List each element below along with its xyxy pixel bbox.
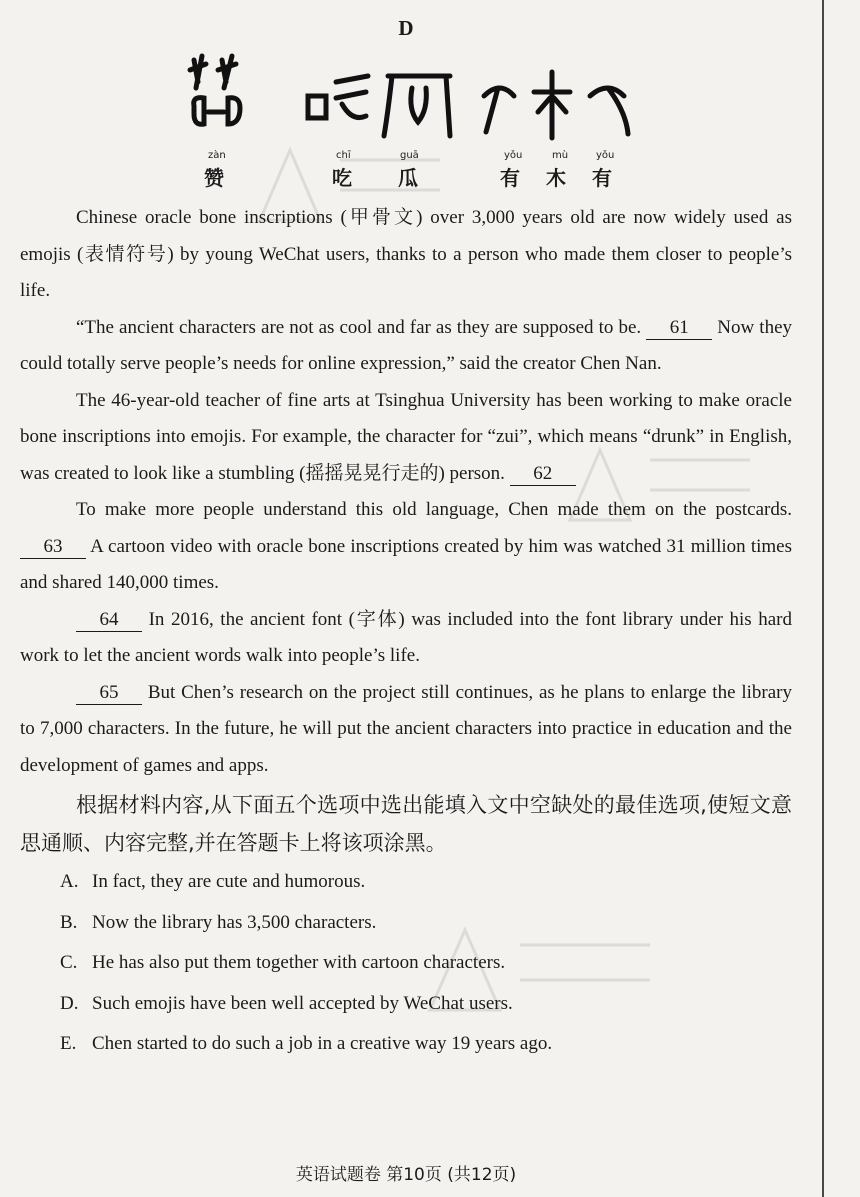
modern-char-zan: 赞	[204, 166, 224, 190]
pinyin-zan: zàn	[208, 150, 226, 161]
option-letter: A.	[60, 871, 79, 892]
paragraph-4-text: To make more people understand this old language, Chen made them on the postcards.	[76, 499, 792, 520]
paragraph-1: Chinese oracle bone inscriptions (甲骨文) over 3,000 years old are now widely used as emojis (表情符号) by young WeChat users, thanks to a person who made them closer to people’s life.	[20, 207, 792, 301]
option-a[interactable]	[60, 862, 792, 903]
oracle-glyph-chigua-icon	[300, 52, 460, 144]
paragraph-6	[20, 675, 792, 785]
modern-char-chi: 吃	[332, 166, 352, 190]
section-letter: D	[398, 16, 414, 40]
blank-62[interactable]: 62	[510, 463, 576, 486]
options-list	[20, 862, 792, 1065]
oracle-glyph-youmuyou-icon	[478, 52, 638, 144]
option-text: Now the library has 3,500 characters.	[92, 911, 377, 933]
pinyin-you-1: yǒu	[504, 150, 523, 161]
paragraph-2-rest: Now they could totally serve people’s needs for online expression,” said the creator Chen Nan.	[20, 316, 792, 374]
modern-char-gua: 瓜	[398, 166, 418, 190]
option-letter: D.	[60, 992, 79, 1014]
blank-61[interactable]: 61	[646, 317, 712, 340]
option-text: Such emojis have been well accepted by WeChat users.	[92, 992, 513, 1014]
option-c[interactable]	[60, 943, 792, 984]
modern-char-you-2: 有	[592, 166, 612, 190]
pinyin-gua: guā	[400, 150, 419, 161]
paragraph-4-rest: A cartoon video with oracle bone inscriptions created by him was watched 31 million times and shared 140,000 times.	[20, 535, 792, 593]
option-text: In fact, they are cute and humorous.	[92, 871, 366, 892]
glyph-group-zan	[186, 52, 246, 190]
blank-65[interactable]: 65	[76, 682, 142, 705]
option-text: Chen started to do such a job in a creative way 19 years ago.	[92, 1033, 553, 1054]
modern-char-mu: 木	[546, 166, 566, 190]
pinyin-you-2: yǒu	[596, 150, 615, 161]
pinyin-mu: mù	[552, 150, 569, 161]
page-footer: 英语试题卷 第10页 (共12页)	[295, 1165, 517, 1185]
option-d[interactable]	[60, 984, 792, 1025]
page-edge-line	[822, 0, 824, 1197]
paragraph-5-text: In 2016, the ancient font (字体) was included into the font library under his hard work to let the ancient words walk into people’s life.	[20, 608, 793, 666]
blank-63[interactable]: 63	[20, 536, 86, 559]
paragraph-6-text: But Chen’s research on the project still continues, as he plans to enlarge the library to 7,000 characters. In the future, he will put the ancient characters into practice in education and the development of games and apps.	[20, 681, 792, 776]
paragraph-3	[20, 383, 792, 493]
pinyin-chi: chī	[336, 150, 351, 161]
option-e[interactable]	[60, 1024, 792, 1065]
option-b[interactable]	[60, 903, 792, 944]
modern-char-you-1: 有	[500, 166, 520, 190]
paragraph-4	[20, 492, 792, 602]
option-letter: E.	[60, 1033, 77, 1054]
option-letter: B.	[60, 911, 78, 933]
blank-64[interactable]: 64	[76, 609, 142, 632]
paragraph-2	[20, 310, 792, 383]
instruction: 根据材料内容,从下面五个选项中选出能填入文中空缺处的最佳选项,使短文意思通顺、内容完整,并在答题卡上将该项涂黑。	[20, 793, 792, 855]
passage	[20, 200, 792, 1065]
glyph-group-chigua	[300, 52, 460, 190]
oracle-glyph-zan-icon	[186, 52, 246, 144]
paragraph-5	[20, 602, 792, 675]
glyph-group-youmuyou	[478, 52, 638, 190]
paragraph-2-text: “The ancient characters are not as cool and far as they are supposed to be.	[76, 316, 642, 338]
paragraph-3-text: The 46-year-old teacher of fine arts at Tsinghua University has been working to make oracle bone inscriptions into emojis. For example, the character for “zui”, which means “drunk” in English, was created to look like a stumbling (摇摇晃晃行走的) person.	[20, 389, 792, 484]
oracle-glyph-row	[0, 52, 812, 202]
option-text: He has also put them together with cartoon characters.	[92, 952, 506, 973]
option-letter: C.	[60, 952, 78, 973]
